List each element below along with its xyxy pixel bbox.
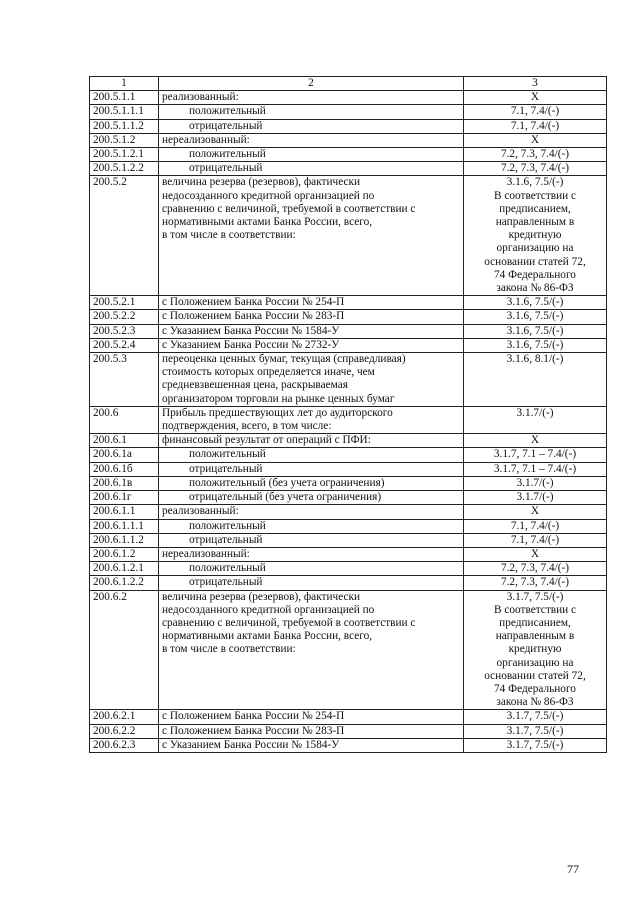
table-row [90,533,607,547]
row-name-line: отрицательный [189,462,263,475]
row-reference-line: 3.1.7, 7.1 – 7.4/(-) [493,462,577,475]
table-row [90,353,607,407]
row-name-line: отрицательный (без учета ограничения) [189,491,382,504]
row-code: 200.5.3 [90,353,159,407]
row-code: 200.6.1.2.2 [90,576,159,590]
row-name-line: организатором торговли на рынке ценных бумаг [162,392,395,405]
row-name [159,448,464,462]
row-reference [464,353,607,407]
row-reference-line: 3.1.7/(-) [516,476,554,489]
row-name [159,406,464,433]
table-row [90,576,607,590]
table-row [90,491,607,505]
row-name [159,590,464,710]
page-number: 77 [567,862,579,876]
row-reference-line: предписанием, [499,202,571,215]
row-reference-line: 3.1.6, 7.5/(-) [506,324,564,337]
row-code: 200.6.1в [90,476,159,490]
row-name-line: с Положением Банка России № 283-П [162,724,345,737]
row-name [159,324,464,338]
row-name-line: сравнению с величиной, требуемой в соответствии с [162,202,416,215]
row-name [159,434,464,448]
row-name-line: положительный [189,148,266,161]
row-code: 200.5.2.4 [90,338,159,352]
row-reference-line: кредитную [508,643,562,656]
row-name [159,462,464,476]
row-reference [464,148,607,162]
row-code: 200.6.1.1.2 [90,533,159,547]
row-reference-line: 3.1.7/(-) [516,491,554,504]
row-name [159,105,464,119]
row-name-line: Прибыль предшествующих лет до аудиторского [162,406,393,419]
table-row [90,462,607,476]
row-name [159,148,464,162]
row-name [159,119,464,133]
row-reference-line: кредитную [508,229,562,242]
row-reference-line: закона № 86-ФЗ [496,696,574,709]
row-reference [464,296,607,310]
row-name-line: нормативными актами Банка России, всего, [162,630,373,643]
table-header-row [90,77,607,91]
row-reference-line: 3.1.6, 7.5/(-) [506,176,564,189]
row-name [159,533,464,547]
row-reference [464,519,607,533]
row-code: 200.6.2.2 [90,724,159,738]
row-name-line: с Указанием Банка России № 1584-У [162,738,340,751]
row-name-line: нормативными актами Банка России, всего, [162,216,373,229]
row-code: 200.5.2.2 [90,310,159,324]
column-header-1: 1 [90,77,159,91]
row-name-line: нереализованный: [162,547,250,560]
row-reference [464,738,607,752]
row-name [159,296,464,310]
row-reference [464,119,607,133]
row-reference [464,562,607,576]
row-name-line: с Положением Банка России № 283-П [162,310,345,323]
row-name [159,133,464,147]
row-reference-line: 3.1.7, 7.5/(-) [506,738,564,751]
row-code: 200.6.1.1 [90,505,159,519]
table-row [90,296,607,310]
table-row [90,176,607,296]
row-name [159,710,464,724]
row-name [159,162,464,176]
row-name [159,310,464,324]
row-name [159,338,464,352]
row-name-line: переоценка ценных бумаг, текущая (справедливая) [162,353,406,366]
row-reference-line: X [530,133,540,146]
row-code: 200.6.2.3 [90,738,159,752]
row-reference-line: X [530,505,540,518]
row-reference [464,176,607,296]
row-code: 200.5.1.1.2 [90,119,159,133]
row-reference-line: 3.1.7/(-) [516,406,554,419]
column-header-3: 3 [464,77,607,91]
row-reference-line: 7.2, 7.3, 7.4/(-) [500,562,570,575]
row-reference [464,590,607,710]
table-row [90,310,607,324]
row-reference [464,533,607,547]
row-name-line: подтверждения, всего, в том числе: [162,420,332,433]
row-name [159,562,464,576]
table-row [90,105,607,119]
row-name-line: стоимость которых определяется иначе, чем [162,366,375,379]
row-code: 200.5.1.1 [90,91,159,105]
row-code: 200.5.1.2 [90,133,159,147]
row-name-line: нереализованный: [162,133,250,146]
row-name-line: с Положением Банка России № 254-П [162,710,345,723]
row-reference-line: закона № 86-ФЗ [496,282,574,295]
row-reference-line: направленным в [495,216,575,229]
row-reference-line: X [530,547,540,560]
row-reference-line: 7.2, 7.3, 7.4/(-) [500,148,570,161]
row-reference-line: направленным в [495,630,575,643]
row-reference-line: X [530,91,540,104]
row-name [159,576,464,590]
row-reference-line: 3.1.7, 7.1 – 7.4/(-) [493,448,577,461]
row-name-line: отрицательный [189,162,263,175]
row-name [159,738,464,752]
row-name-line: отрицательный [189,576,263,589]
row-name-line: в том числе в соответствии: [162,643,296,656]
table-row [90,738,607,752]
row-name [159,547,464,561]
table-row [90,448,607,462]
column-header-2: 2 [159,77,464,91]
table-row [90,133,607,147]
row-reference-line: 3.1.7, 7.5/(-) [506,724,564,737]
row-name-line: отрицательный [189,533,263,546]
row-name-line: величина резерва (резервов), фактически [162,176,361,189]
row-code: 200.5.2 [90,176,159,296]
row-reference-line: 74 Федерального [494,682,576,695]
table-row [90,406,607,433]
row-reference-line: 74 Федерального [494,268,576,281]
row-code: 200.5.2.3 [90,324,159,338]
table-row [90,590,607,710]
row-reference [464,462,607,476]
row-name [159,91,464,105]
row-code: 200.6.1.1.1 [90,519,159,533]
row-code: 200.6.1а [90,448,159,462]
row-reference [464,338,607,352]
row-reference [464,710,607,724]
table-row [90,91,607,105]
row-reference [464,476,607,490]
row-code: 200.5.1.2.1 [90,148,159,162]
row-reference-line: 7.2, 7.3, 7.4/(-) [500,162,570,175]
row-reference-line: 7.1, 7.4/(-) [510,533,560,546]
row-name [159,505,464,519]
row-reference-line: 7.2, 7.3, 7.4/(-) [500,576,570,589]
row-name [159,724,464,738]
row-reference-line: 3.1.7, 7.5/(-) [506,710,564,723]
row-name-line: отрицательный [189,119,263,132]
table-row [90,148,607,162]
row-reference-line: В соответствии с [493,603,577,616]
row-name-line: положительный [189,519,266,532]
row-reference [464,724,607,738]
row-name-line: положительный [189,448,266,461]
table-row [90,562,607,576]
row-name-line: реализованный: [162,91,239,104]
row-code: 200.5.1.1.1 [90,105,159,119]
row-name-line: недосозданного кредитной организацией по [162,603,375,616]
row-name-line: средневзвешенная цена, раскрываемая [162,379,348,392]
row-reference [464,91,607,105]
table-row [90,434,607,448]
row-reference-line: В соответствии с [493,189,577,202]
row-reference [464,434,607,448]
row-code: 200.6.1.2 [90,547,159,561]
table-row [90,338,607,352]
row-code: 200.6 [90,406,159,433]
row-name-line: сравнению с величиной, требуемой в соответствии с [162,616,416,629]
row-reference [464,576,607,590]
table-row [90,119,607,133]
row-reference-line: 3.1.6, 7.5/(-) [506,310,564,323]
reporting-codes-table [89,76,607,753]
row-reference-line: 7.1, 7.4/(-) [510,105,560,118]
row-name-line: положительный [189,562,266,575]
row-name-line: недосозданного кредитной организацией по [162,189,375,202]
row-name-line: положительный (без учета ограничения) [189,476,385,489]
table-row [90,519,607,533]
row-reference [464,505,607,519]
row-reference [464,448,607,462]
row-reference [464,547,607,561]
row-reference-line: предписанием, [499,616,571,629]
row-name [159,491,464,505]
row-code: 200.6.2.1 [90,710,159,724]
row-reference [464,162,607,176]
table-row [90,324,607,338]
row-name-line: финансовый результат от операций с ПФИ: [162,434,371,447]
row-name-line: положительный [189,105,266,118]
table-row [90,476,607,490]
table-row [90,710,607,724]
row-reference-line: организацию на [496,656,574,669]
row-code: 200.6.1 [90,434,159,448]
row-reference-line: 3.1.7, 7.5/(-) [506,590,564,603]
row-reference [464,324,607,338]
table-body [90,91,607,753]
row-reference-line: организацию на [496,242,574,255]
row-name-line: с Указанием Банка России № 1584-У [162,324,340,337]
row-name [159,353,464,407]
row-reference [464,491,607,505]
row-name-line: в том числе в соответствии: [162,229,296,242]
row-reference-line: 3.1.6, 8.1/(-) [506,353,564,366]
table-row [90,162,607,176]
row-code: 200.6.1.2.1 [90,562,159,576]
row-reference-line: 3.1.6, 7.5/(-) [506,338,564,351]
row-reference-line: 3.1.6, 7.5/(-) [506,296,564,309]
row-reference-line: 7.1, 7.4/(-) [510,119,560,132]
row-reference [464,133,607,147]
row-reference-line: основании статей 72, [484,255,586,268]
row-reference-line: 7.1, 7.4/(-) [510,519,560,532]
row-reference [464,406,607,433]
row-code: 200.6.1г [90,491,159,505]
row-name [159,476,464,490]
row-name [159,176,464,296]
table-row [90,505,607,519]
row-reference [464,105,607,119]
row-reference [464,310,607,324]
row-code: 200.5.2.1 [90,296,159,310]
row-code: 200.6.1б [90,462,159,476]
row-name [159,519,464,533]
row-name-line: с Указанием Банка России № 2732-У [162,338,340,351]
row-name-line: с Положением Банка России № 254-П [162,296,345,309]
row-reference-line: основании статей 72, [484,669,586,682]
row-name-line: реализованный: [162,505,239,518]
table-row [90,724,607,738]
row-reference-line: X [530,434,540,447]
row-code: 200.6.2 [90,590,159,710]
table-row [90,547,607,561]
row-name-line: величина резерва (резервов), фактически [162,590,361,603]
row-code: 200.5.1.2.2 [90,162,159,176]
